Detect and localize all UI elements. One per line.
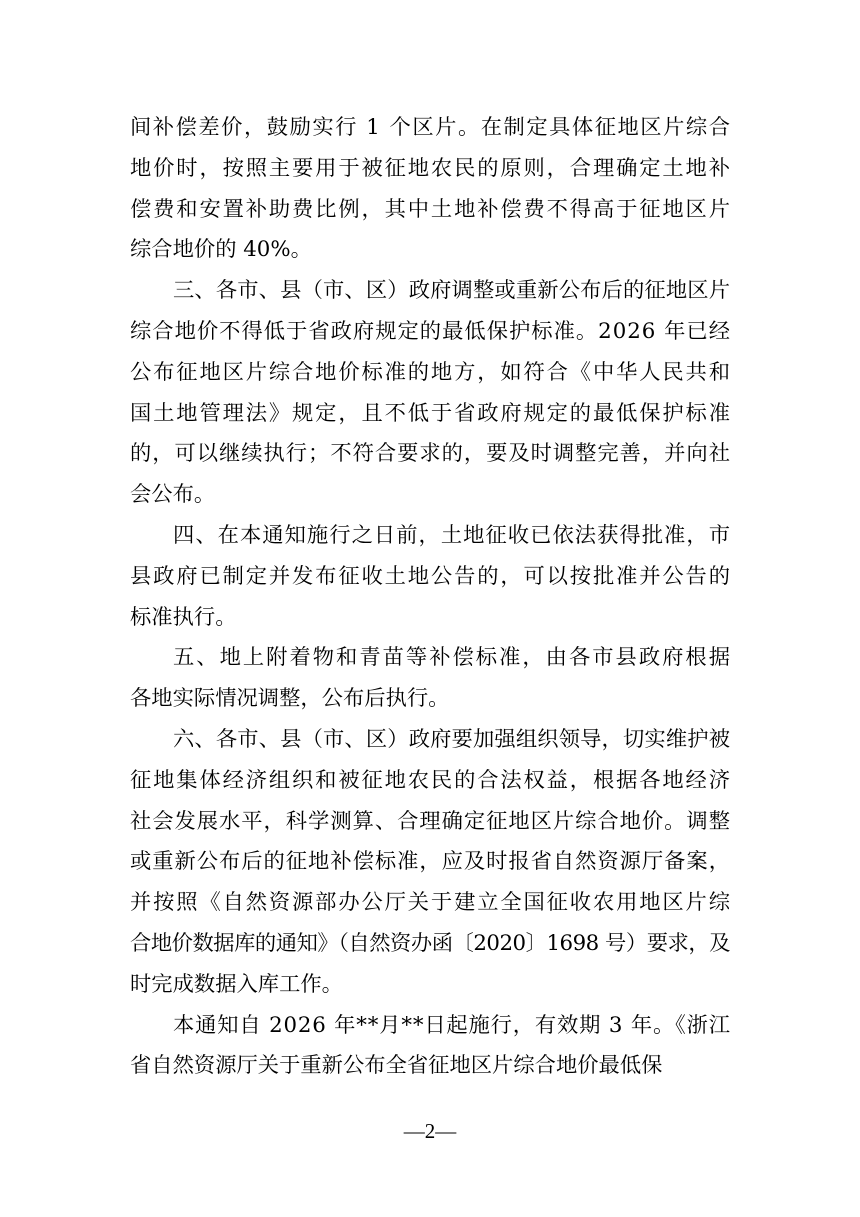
text-line: 会公布。	[130, 482, 216, 508]
text-line: 并按照《自然资源部办公厅关于建立全国征收农用地区片综	[130, 890, 732, 916]
text-line: 征地集体经济组织和被征地农民的合法权益，根据各地经济	[130, 767, 732, 793]
text-line: 标准执行。	[130, 604, 237, 630]
text-line: 社会发展水平，科学测算、合理确定征地区片综合地价。调整	[130, 808, 731, 834]
text-line: 偿费和安置补助费比例，其中土地补偿费不得高于征地区片	[130, 196, 732, 222]
text-line: 间补偿差价，鼓励实行 1 个区片。在制定具体征地区片综合	[130, 115, 732, 140]
document-body	[130, 108, 730, 1087]
paragraph-four	[130, 516, 730, 638]
text-line: 的，可以继续执行；不符合要求的，要及时调整完善，并向社	[130, 441, 731, 467]
text-line: 或重新公布后的征地补偿标准，应及时报省自然资源厅备案，	[130, 849, 731, 875]
text-line: 县政府已制定并发布征收土地公告的，可以按批准并公告的	[130, 563, 732, 589]
text-line: 公布征地区片综合地价标准的地方，如符合《中华人民共和	[130, 359, 732, 385]
page-number: —2—	[403, 1119, 457, 1143]
text-line: 六、各市、县（市、区）政府要加强组织领导，切实维护被	[173, 726, 731, 752]
text-line: 时完成数据入库工作。	[130, 971, 343, 997]
text-line: 合地价数据库的通知》（自然资办函〔2020〕1698 号）要求，及	[130, 930, 730, 956]
text-line: 国土地管理法》规定，且不低于省政府规定的最低保护标准	[130, 400, 732, 426]
paragraph-five	[130, 638, 730, 720]
paragraph-effective	[130, 1006, 730, 1088]
text-line: 本通知自 2026 年**月**日起施行，有效期 3 年。《浙江	[173, 1012, 731, 1038]
text-line: 各地实际情况调整，公布后执行。	[130, 686, 450, 712]
text-line: 省自然资源厅关于重新公布全省征地区片综合地价最低保	[130, 1053, 663, 1079]
text-line: 综合地价的 40%。	[130, 237, 312, 263]
paragraph-continuation	[130, 108, 730, 271]
text-line: 地价时，按照主要用于被征地农民的原则，合理确定土地补	[130, 155, 732, 181]
text-line: 四、在本通知施行之日前，土地征收已依法获得批准，市	[173, 522, 732, 548]
text-line: 三、各市、县（市、区）政府调整或重新公布后的征地区片	[173, 278, 731, 304]
text-line: 五、地上附着物和青苗等补偿标准，由各市县政府根据	[173, 645, 732, 671]
text-line: 综合地价不得低于省政府规定的最低保护标准。2026 年已经	[130, 318, 731, 344]
paragraph-six	[130, 720, 730, 1006]
paragraph-three	[130, 271, 730, 516]
